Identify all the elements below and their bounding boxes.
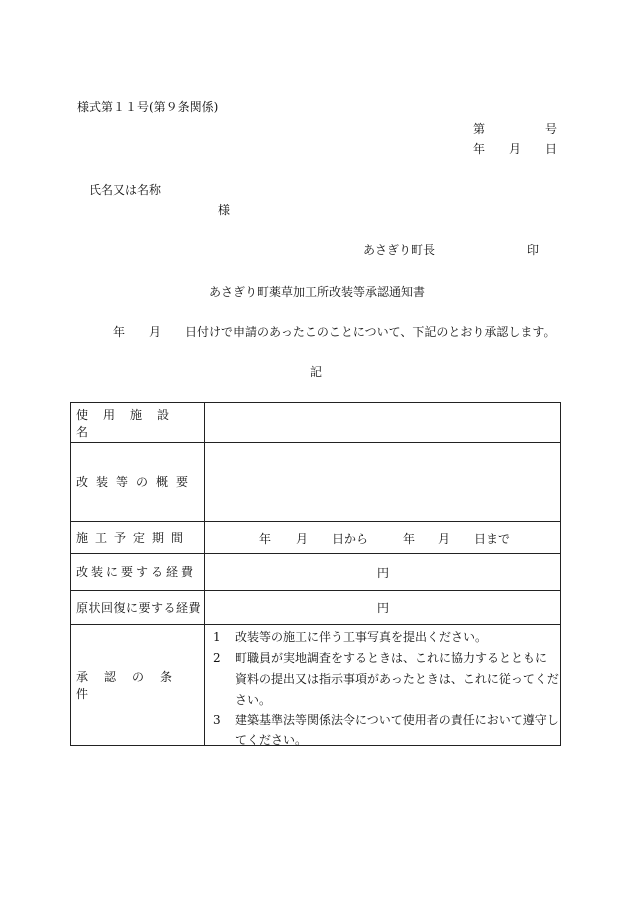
conditions-label-text: 承認の条件: [76, 669, 189, 701]
addressee-honorific: 様: [218, 203, 231, 217]
facility-name-field[interactable]: [205, 403, 560, 442]
facility-name-label: [71, 403, 205, 442]
conditions-label: [71, 624, 205, 745]
cost-unit: 円: [377, 566, 390, 580]
condition-2-line-2: 資料の提出又は指示事項があったときは、これに従ってくだ: [235, 672, 559, 686]
restore-label-text: 原状回復に要する経費: [76, 600, 202, 615]
period-from-day: 日から: [332, 532, 369, 546]
doc-number-prefix: 第: [473, 122, 486, 136]
body-year: 年: [113, 325, 126, 339]
cost-label-text: 改装に要する経費: [76, 565, 197, 579]
overview-field[interactable]: [205, 443, 560, 521]
issuer-seal: 印: [527, 243, 540, 257]
date-year: 年: [473, 142, 486, 156]
condition-number-2: 2: [213, 651, 221, 665]
addressee-label: 氏名又は名称: [89, 183, 162, 197]
period-from-month: 月: [296, 532, 309, 546]
period-to-year: 年: [403, 532, 416, 546]
doc-number-suffix: 号: [545, 122, 558, 136]
facility-name-label-text: 使用施設名: [76, 407, 185, 439]
overview-label-text: 改装等の概要: [76, 475, 197, 489]
condition-3-line-2: てください。: [235, 733, 308, 747]
period-label: [71, 521, 205, 553]
ki-marker: 記: [310, 365, 323, 379]
body-month: 月: [149, 325, 162, 339]
condition-2-line-1: 町職員が実地調査をするときは、これに協力するとともに: [235, 651, 548, 665]
document-title: あさぎり町薬草加工所改装等承認通知書: [209, 285, 426, 299]
condition-1-line-1: 改装等の施工に伴う工事写真を提出ください。: [235, 630, 488, 644]
date-day: 日: [545, 142, 558, 156]
condition-2-line-3: さい。: [235, 693, 272, 707]
period-to-month: 月: [438, 532, 451, 546]
condition-number-1: 1: [213, 630, 221, 644]
body-text: 日付けで申請のあったこのことについて、下記のとおり承認します。: [185, 325, 556, 339]
restore-unit: 円: [377, 601, 390, 615]
period-to-day: 日まで: [474, 532, 511, 546]
condition-number-3: 3: [213, 713, 221, 727]
overview-label: [71, 442, 205, 521]
cost-label: [71, 553, 205, 590]
issuer-title: あさぎり町長: [363, 243, 436, 257]
date-month: 月: [509, 142, 522, 156]
period-from-year: 年: [259, 532, 272, 546]
restore-label: [71, 590, 205, 624]
approval-table: [70, 402, 561, 746]
period-label-text: 施工予定期間: [76, 530, 191, 545]
condition-3-line-1: 建築基準法等関係法令について使用者の責任において遵守し: [235, 713, 559, 727]
form-number: 様式第１１号(第９条関係): [77, 100, 219, 114]
